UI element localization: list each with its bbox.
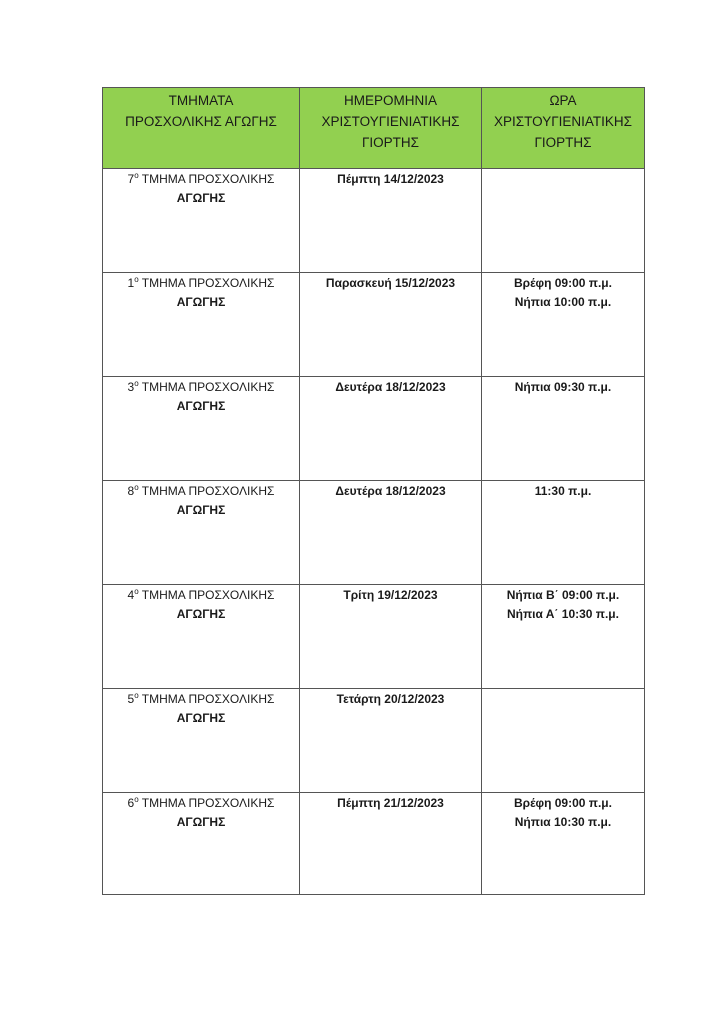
ordinal-suffix: ο [134, 587, 139, 596]
celebration-time: Νήπια 10:00 π.μ. [514, 295, 612, 309]
department-cell [103, 273, 300, 377]
celebration-date: Τετάρτη 20/12/2023 [336, 692, 445, 706]
celebration-time: Βρέφη 09:00 π.μ. [514, 276, 612, 290]
time-cell [482, 273, 645, 377]
table-row [103, 273, 645, 377]
christmas-celebration-schedule-table [102, 87, 645, 895]
header-row [103, 88, 645, 169]
department-label: ΤΜΗΜΑ ΠΡΟΣΧΟΛΙΚΗΣ [138, 172, 275, 186]
table-row [103, 793, 645, 895]
department-label: ΤΜΗΜΑ ΠΡΟΣΧΟΛΙΚΗΣ [138, 796, 275, 810]
ordinal-suffix: ο [134, 275, 139, 284]
department-number: 7 [127, 172, 135, 186]
celebration-time: Νήπια 10:30 π.μ. [514, 815, 612, 829]
department-number: 3 [127, 380, 135, 394]
department-name-line-1 [107, 690, 295, 709]
time-cell [482, 689, 645, 793]
time-cell [482, 793, 645, 895]
header-date-line-1: ΗΜΕΡΟΜΗΝΙΑ [343, 93, 437, 108]
department-cell [103, 377, 300, 481]
department-number: 1 [127, 276, 135, 290]
department-cell [103, 585, 300, 689]
celebration-date: Τρίτη 19/12/2023 [343, 588, 438, 602]
time-cell [482, 585, 645, 689]
table-row [103, 377, 645, 481]
celebration-date: Δευτέρα 18/12/2023 [335, 380, 446, 394]
header-date-line-3: ΓΙΟΡΤΗΣ [361, 135, 420, 150]
department-number: 8 [127, 484, 135, 498]
header-departments-line-1: ΤΜΗΜΑΤΑ [168, 93, 234, 108]
table-body [103, 169, 645, 895]
department-name-line-2: ΑΓΩΓΗΣ [176, 399, 226, 413]
department-label: ΤΜΗΜΑ ΠΡΟΣΧΟΛΙΚΗΣ [138, 484, 275, 498]
time-cell [482, 169, 645, 273]
department-cell [103, 169, 300, 273]
celebration-time: Βρέφη 09:00 π.μ. [514, 796, 612, 810]
celebration-date: Πέμπτη 14/12/2023 [337, 172, 444, 186]
date-cell [300, 169, 482, 273]
celebration-time: 11:30 π.μ. [534, 484, 592, 498]
header-time-line-2: ΧΡΙΣΤΟΥΓΙΕΝΙΑΤΙΚΗΣ [494, 114, 632, 129]
date-cell [300, 793, 482, 895]
header-time-line-3: ΓΙΟΡΤΗΣ [534, 135, 592, 150]
department-name-line-2: ΑΓΩΓΗΣ [176, 503, 226, 517]
department-name-line-2: ΑΓΩΓΗΣ [176, 711, 226, 725]
date-cell [300, 689, 482, 793]
department-name-line-2: ΑΓΩΓΗΣ [176, 191, 226, 205]
celebration-date: Πέμπτη 21/12/2023 [337, 796, 444, 810]
department-name-line-1 [107, 170, 295, 189]
ordinal-suffix: ο [134, 483, 139, 492]
celebration-time: Νήπια 09:30 π.μ. [514, 380, 612, 394]
department-name-line-1 [107, 794, 295, 813]
table-row [103, 689, 645, 793]
celebration-time: Νήπια Α΄ 10:30 π.μ. [506, 607, 619, 621]
department-cell [103, 481, 300, 585]
department-label: ΤΜΗΜΑ ΠΡΟΣΧΟΛΙΚΗΣ [138, 380, 275, 394]
department-name-line-1 [107, 378, 295, 397]
date-cell [300, 481, 482, 585]
department-label: ΤΜΗΜΑ ΠΡΟΣΧΟΛΙΚΗΣ [138, 276, 275, 290]
time-cell [482, 377, 645, 481]
department-label: ΤΜΗΜΑ ΠΡΟΣΧΟΛΙΚΗΣ [138, 692, 275, 706]
date-cell [300, 377, 482, 481]
department-name-line-1 [107, 274, 295, 293]
department-name-line-2: ΑΓΩΓΗΣ [176, 607, 226, 621]
department-cell [103, 793, 300, 895]
header-date-line-2: ΧΡΙΣΤΟΥΓΙΕΝΙΑΤΙΚΗΣ [321, 114, 460, 129]
ordinal-suffix: ο [134, 379, 139, 388]
department-name-line-1 [107, 586, 295, 605]
department-name-line-2: ΑΓΩΓΗΣ [176, 295, 226, 309]
header-departments [103, 88, 300, 169]
table-header [103, 88, 645, 169]
department-number: 6 [127, 796, 135, 810]
ordinal-suffix: ο [134, 691, 139, 700]
celebration-date: Παρασκευή 15/12/2023 [325, 276, 456, 290]
table-row [103, 585, 645, 689]
time-cell [482, 481, 645, 585]
celebration-time: Νήπια Β΄ 09:00 π.μ. [506, 588, 620, 602]
date-cell [300, 273, 482, 377]
department-label: ΤΜΗΜΑ ΠΡΟΣΧΟΛΙΚΗΣ [138, 588, 275, 602]
department-name-line-1 [107, 482, 295, 501]
department-cell [103, 689, 300, 793]
header-departments-line-2: ΠΡΟΣΧΟΛΙΚΗΣ ΑΓΩΓΗΣ [125, 114, 277, 129]
ordinal-suffix: ο [134, 171, 139, 180]
table-row [103, 481, 645, 585]
ordinal-suffix: ο [134, 795, 139, 804]
header-time [482, 88, 645, 169]
celebration-date: Δευτέρα 18/12/2023 [335, 484, 446, 498]
department-name-line-2: ΑΓΩΓΗΣ [176, 815, 226, 829]
department-number: 4 [127, 588, 135, 602]
header-time-line-1: ΩΡΑ [549, 93, 577, 108]
date-cell [300, 585, 482, 689]
department-number: 5 [127, 692, 135, 706]
table-row [103, 169, 645, 273]
header-date [300, 88, 482, 169]
